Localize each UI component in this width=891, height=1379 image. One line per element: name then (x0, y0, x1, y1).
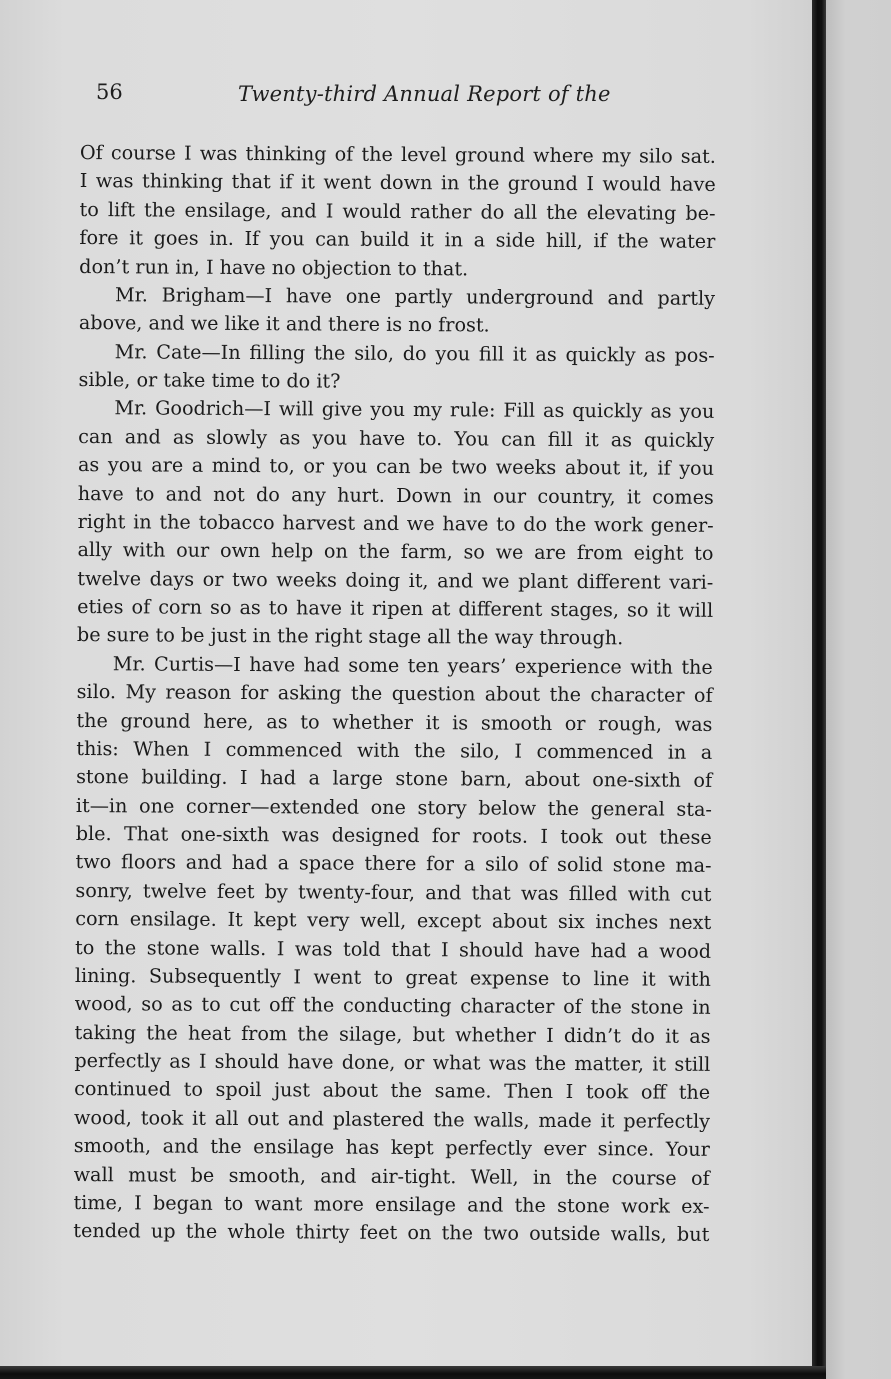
text-line: don’t run in, I have no objection to that. (79, 254, 469, 280)
text-line: perfectly as I should have done, or what was the matter, it still (74, 1048, 711, 1076)
text-line: tended up the whole thirty feet on the two outside walls, but (73, 1219, 710, 1247)
text-line: twelve days or two weeks doing it, and we plant different vari- (77, 566, 714, 594)
text-line: ally with our own help on the farm, so we are from eight to (77, 538, 714, 566)
text-line: above, and we like it and there is no frost. (78, 311, 490, 337)
text-line: Mr. Cate—In filling the silo, do you fill it as quickly as pos- (114, 339, 715, 367)
book-gutter-shadow (812, 0, 826, 1379)
running-title: Twenty-third Annual Report of the (238, 82, 611, 106)
text-line: Mr. Goodrich—I will give you my rule: Fill as quickly as you (114, 396, 715, 424)
text-line: lining. Subsequently I went to great expense to line it with (74, 963, 711, 991)
text-line: right in the tobacco harvest and we have to do the work gener- (77, 509, 714, 537)
text-line: be sure to be just in the right stage all the way through. (76, 623, 624, 650)
text-line: this: When I commenced with the silo, I commenced in a (76, 736, 713, 764)
body-text (73, 139, 716, 1249)
text-line: taking the heat from the silage, but whether I didn’t do it as (74, 1020, 711, 1048)
text-line: as you are a mind to, or you can be two weeks about it, if you (77, 453, 715, 481)
text-line: sible, or take time to do it? (78, 367, 341, 393)
text-line: stone building. I had a large stone barn, about one-sixth of (76, 765, 713, 793)
text-line: the ground here, as to whether it is smooth or rough, was (76, 708, 713, 736)
text-line: to the stone walls. I was told that I should have had a wood (74, 935, 712, 963)
text-line: it—in one corner—extended one story below the general sta- (75, 793, 712, 821)
text-line: to lift the ensilage, and I would rather do all the elevating be- (79, 197, 716, 225)
text-line: can and as slowly as you have to. You can fill it as quickly (78, 424, 715, 452)
running-head (92, 76, 712, 116)
page-number: 56 (96, 80, 123, 104)
text-line: ble. That one-sixth was designed for roots. I took out these (75, 821, 712, 849)
text-line: have to and not do any hurt. Down in our country, it comes (77, 481, 714, 509)
adjacent-page-edge (826, 0, 891, 1379)
text-line: Mr. Curtis—I have had some ten years’ experience with the (112, 651, 713, 679)
text-line: continued to spoil just about the same. Then I took off the (74, 1077, 711, 1105)
text-line: silo. My reason for asking the question about the character of (76, 680, 713, 707)
text-line: smooth, and the ensilage has kept perfectly ever since. Your (73, 1134, 710, 1161)
text-line: two floors and had a space there for a silo of solid stone ma- (75, 850, 712, 878)
text-line: time, I began to want more ensilage and the stone work ex- (73, 1190, 710, 1218)
text-line: I was thinking that if it went down in the ground I would have (79, 169, 716, 197)
text-line: fore it goes in. If you can build it in a side hill, if the water (79, 226, 716, 254)
text-line: sonry, twelve feet by twenty-four, and that was filled with cut (75, 878, 712, 906)
page-bottom-edge (0, 1366, 826, 1379)
text-line: wood, took it all out and plastered the walls, made it perfectly (73, 1105, 711, 1133)
text-line: corn ensilage. It kept very well, except about six inches next (75, 907, 712, 934)
text-line: eties of corn so as to have it ripen at different stages, so it will (77, 594, 714, 622)
text-line: Mr. Brigham—I have one partly underground and partly (114, 283, 716, 310)
text-line: Of course I was thinking of the level ground where my silo sat. (79, 140, 716, 168)
text-line: wood, so as to cut off the conducting character of the stone in (74, 992, 711, 1020)
text-line: wall must be smooth, and air-tight. Well, in the course of (73, 1162, 710, 1190)
